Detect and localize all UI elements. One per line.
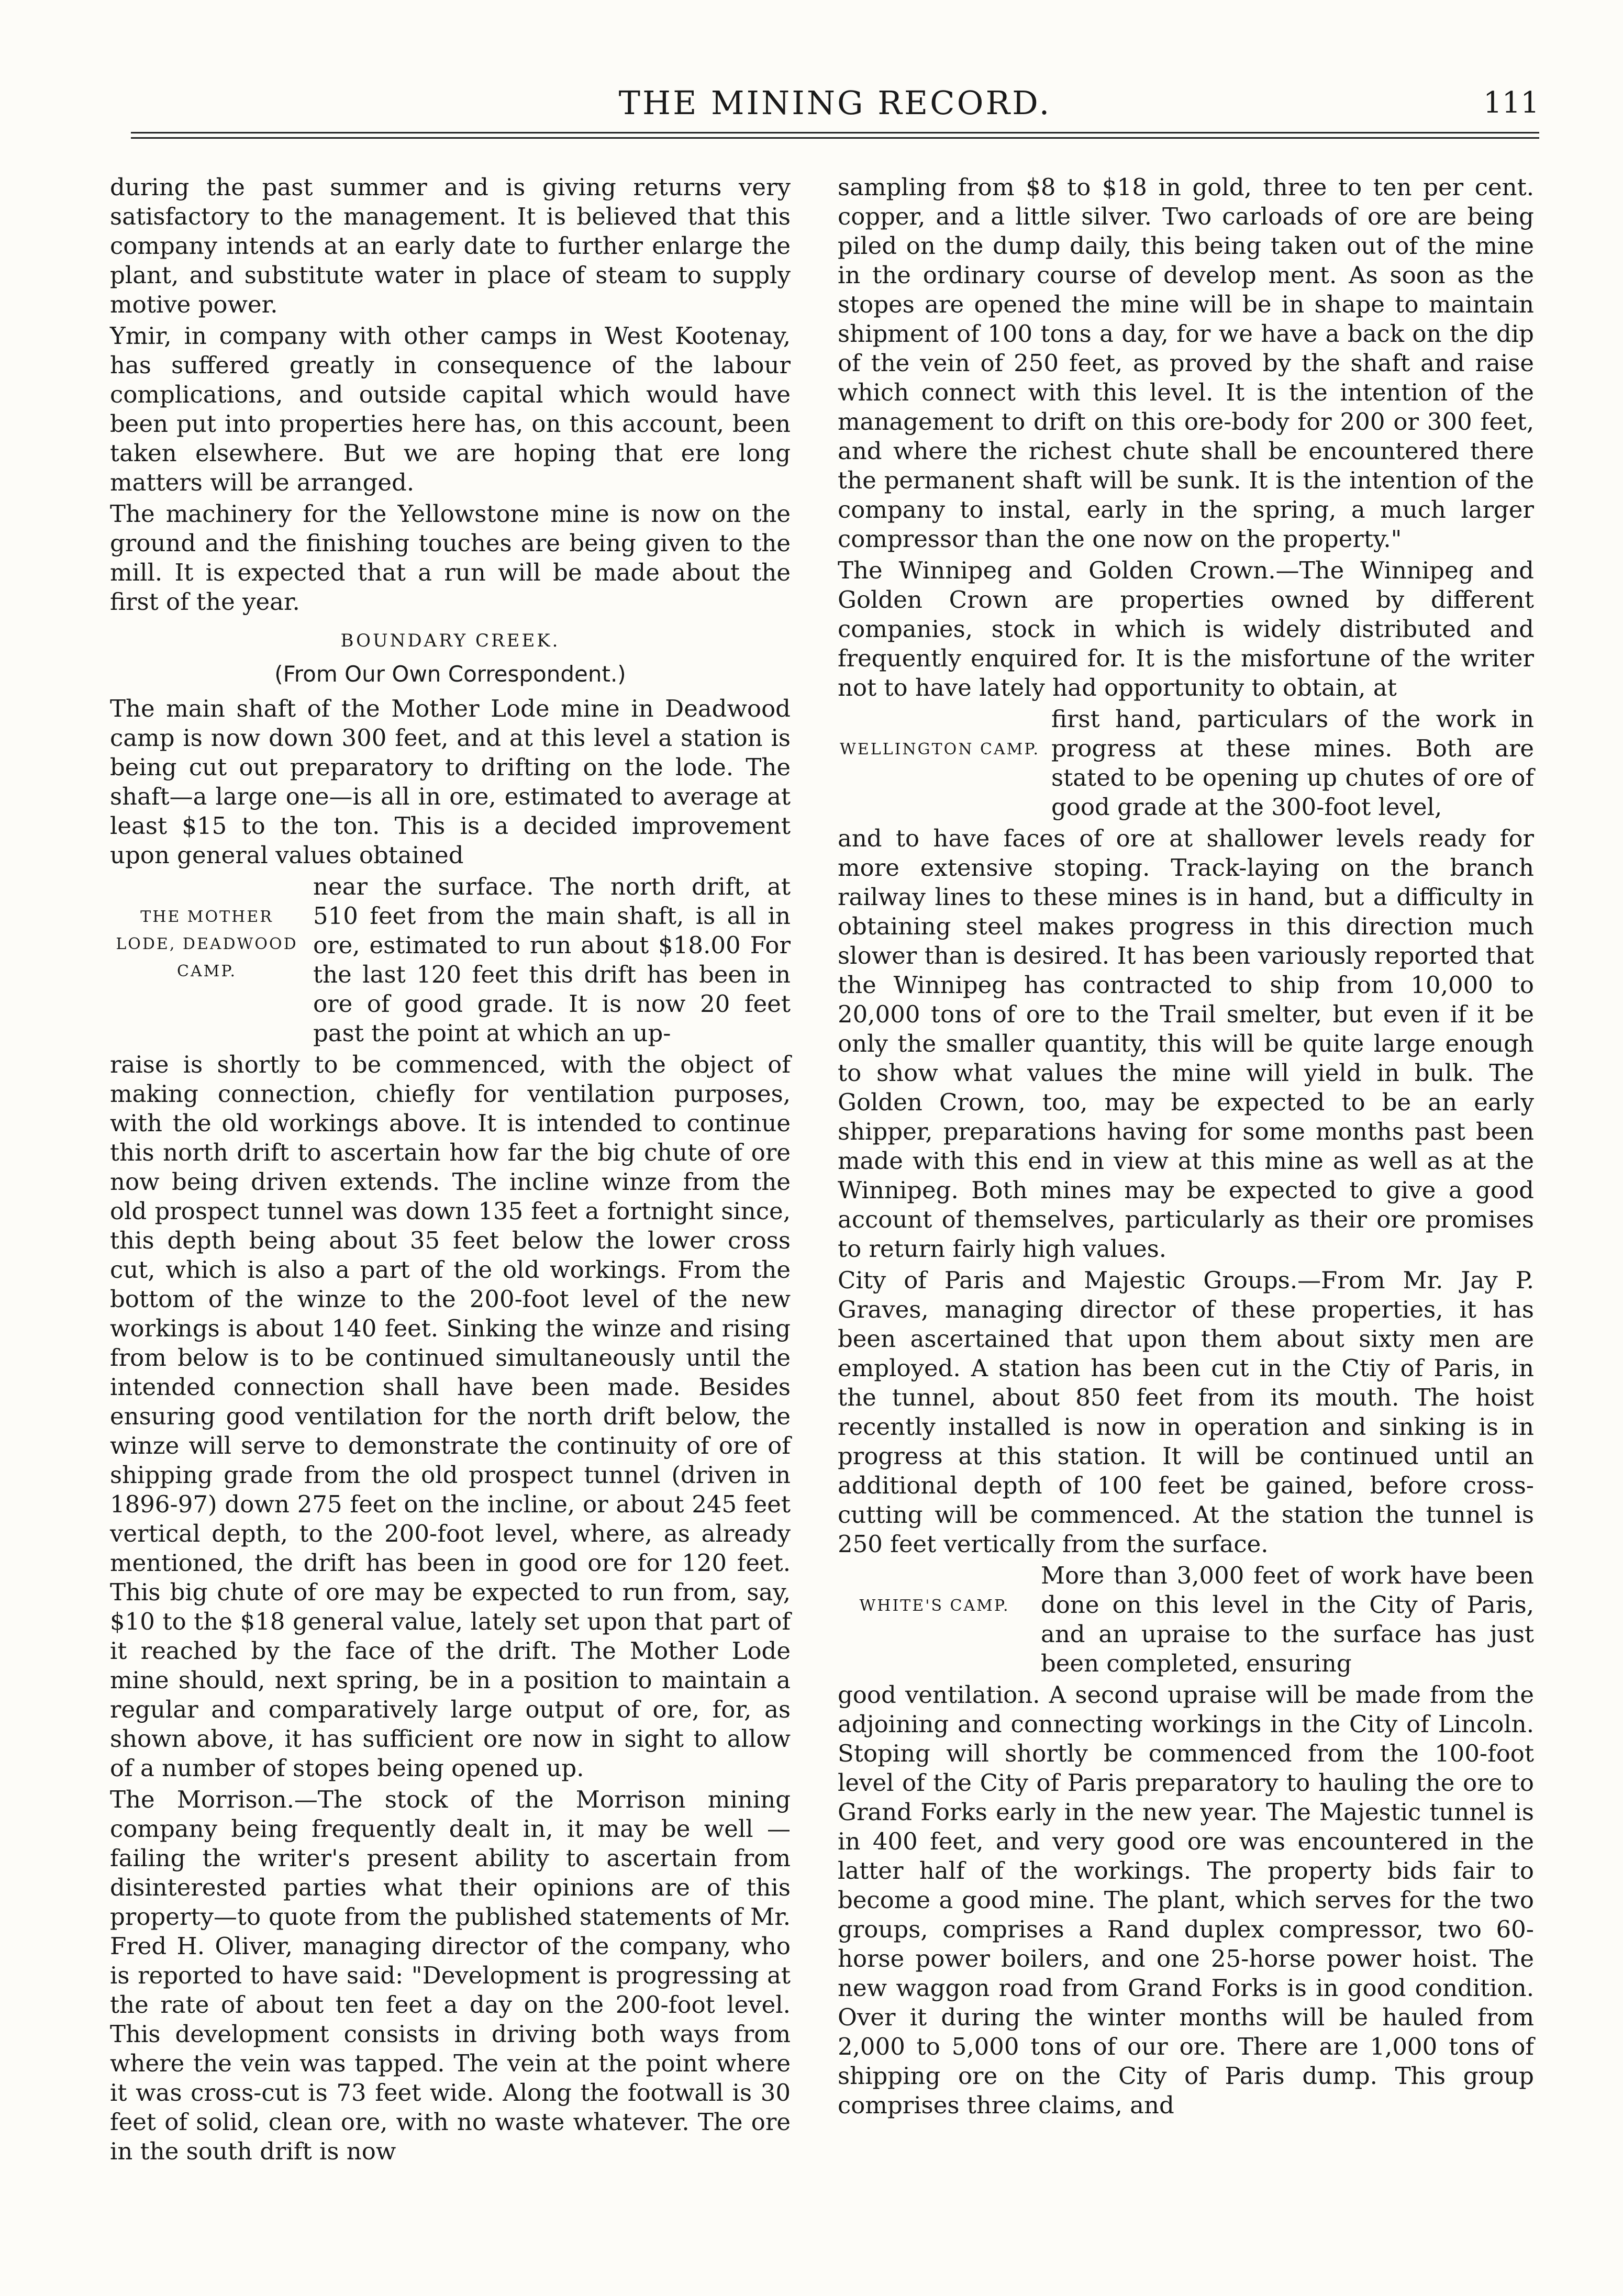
section-heading: BOUNDARY CREEK. bbox=[340, 630, 560, 651]
header-rule-bottom bbox=[131, 137, 1539, 139]
paragraph: good ventilation. A second upraise will be made from the adjoining and connecting workings in the City of Lincoln. Stoping will shortly be commenced from the 100-foot level of the City of Paris preparatory to hauling the ore to Grand Forks early in the new year. The Majestic tunnel is in 400 feet, and very good ore was encountered in the latter half of the workings. The property bids fair to become a good mine. The plant, which serves for the two groups, comprises a Rand duplex compressor, two 60-horse power boilers, and one 25-horse power hoist. The new waggon road from Grand Forks is in good condition. Over it during the winter months will be hauled from 2,000 to 5,000 tons of our ore. There are 1,000 tons of shipping ore on the City of Paris dump. This group comprises three claims, and bbox=[838, 1681, 1534, 2119]
paragraph: raise is shortly to be commenced, with the object of making connection, chiefly for ventilation purposes, with the old workings above. It is intended to continue this north drift to ascertain how far the big chute of ore now being driven extends. The incline winze from the old prospect tunnel was down 135 feet a fortnight since, this depth being about 35 feet below the lower cross cut, which is also a part of the old workings. From the bottom of the winze to the 200-foot level of the new workings is about 140 feet. Sinking the winze and rising from below is to be continued simultaneously until the intended connection shall have been made. Besides ensuring good ventilation for the north drift below, the winze will serve to demonstrate the continuity of ore of shipping grade from the old prospect tunnel (driven in 1896-97) down 275 feet on the incline, or about 245 feet vertical depth, to the 200-foot level, where, as already mentioned, the drift has been in good ore for 120 feet. This big chute of ore may be expected to run from, say, $10 to the $18 general value, lately set upon that part of it reached by the face of the drift. The Mother Lode mine should, next spring, be in a position to maintain a regular and comparatively large output of ore, for, as shown above, it has sufficient ore now in sight to allow of a number of stopes being opened up. bbox=[110, 1051, 791, 1782]
page-header bbox=[131, 79, 1539, 120]
paragraph: The Winnipeg and Golden Crown.—The Winnipeg and Golden Crown are properties owned by different companies, stock in which is widely distributed and frequently enquired for. It is the misfortune of the writer not to have lately had opportunity to obtain, at bbox=[838, 556, 1534, 701]
sidenote-block bbox=[838, 705, 1534, 824]
paragraph: More than 3,000 feet of work have been done on this level in the City of Paris, and an upraise to the surface has just been completed, ensuring bbox=[1041, 1562, 1534, 1677]
paragraph: City of Paris and Majestic Groups.—From Mr. Jay P. Graves, managing director of these properties, it has been ascertained that upon them about sixty men are employed. A station has been cut in the Ctiy of Paris, in the tunnel, about 850 feet from its mouth. The hoist recently installed is now in operation and sinking is in progress at this station. It will be continued until an additional depth of 100 feet be gained, before cross-cutting will be commenced. At the station the tunnel is 250 feet vertically from the surface. bbox=[838, 1266, 1534, 1558]
side-note: WHITE'S CAMP. bbox=[859, 1597, 1010, 1615]
paragraph: The Morrison.—The stock of the Morrison mining company being frequently dealt in, it may be well —failing the writer's present ability to ascertain from disinterested parties what their opinions are of this property—to quote from the published statements of Mr. Fred H. Oliver, managing director of the company, who is reported to have said: "Development is progressing at the rate of about ten feet a day on the 200-foot level. This development consists in driving both ways from where the vein was tapped. The vein at the point where it was cross-cut is 73 feet wide. Along the footwall is 30 feet of solid, clean ore, with no waste whatever. The ore in the south drift is now bbox=[110, 1786, 791, 2165]
paragraph: Ymir, in company with other camps in West Kootenay, has suffered greatly in consequence of the labour complications, and outside capital which would have been put into properties here has, on this account, been taken elsewhere. But we are hoping that ere long matters will be arranged. bbox=[110, 322, 791, 496]
sidenote-block bbox=[110, 872, 791, 1050]
paragraph: and to have faces of ore at shallower levels ready for more extensive stoping. Track-laying on the branch railway lines to these mines is in hand, but a difficulty in obtaining steel makes progress in this direction much slower than is desired. It has been variously reported that the Winnipeg has contracted to ship from 10,000 to 20,000 tons of ore to the Trail smelter, but even if it be only the smaller quantity, this will be quite large enough to show what values the mine will yield in bulk. The Golden Crown, too, may be expected to be an early shipper, preparations having for some months past been made with this end in view at this mine as well as at the Winnipeg. Both mines may be expected to give a good account of themselves, particularly as their ore promises to return fairly high values. bbox=[838, 824, 1534, 1263]
left-column bbox=[110, 173, 791, 2168]
paragraph: first hand, particulars of the work in progress at these mines. Both are stated to be opening up chutes of ore of good grade at the 300-foot level, bbox=[1051, 705, 1534, 821]
side-note: WELLINGTON CAMP. bbox=[839, 740, 1040, 759]
paragraph: sampling from $8 to $18 in gold, three to ten per cent. copper, and a little silver. Two carloads of ore are being piled on the dump daily, this being taken out of the mine in the ordinary course of develop ment. As soon as the stopes are opened the mine will be in shape to maintain shipment of 100 tons a day, for we have a back on the dip of the vein of 250 feet, as proved by the shaft and raise which connect with this level. It is the intention of the management to drift on this ore-body for 200 or 300 feet, and where the richest chute shall be encountered there the permanent shaft will be sunk. It is the intention of the company to instal, early in the spring, a much larger compressor than the one now on the property." bbox=[838, 173, 1534, 553]
right-column bbox=[838, 173, 1534, 2122]
running-title: THE MINING RECORD. bbox=[618, 84, 1052, 122]
paragraph: near the surface. The north drift, at 510 feet from the main shaft, is all in ore, estimated to run about $18.00 For the last 120 feet this drift has been in ore of good grade. It is now 20 feet past the point at which an up- bbox=[313, 873, 791, 1047]
paragraph: during the past summer and is giving returns very satisfactory to the management. It is believed that this company intends at an early date to further enlarge the plant, and substitute water in place of steam to supply motive power. bbox=[110, 173, 791, 318]
sidenote-block bbox=[838, 1561, 1534, 1680]
page-number: 111 bbox=[1483, 86, 1539, 120]
paragraph: The main shaft of the Mother Lode mine in Deadwood camp is now down 300 feet, and at this level a station is being cut out preparatory to drifting on the lode. The shaft—a large one—is all in ore, estimated to average at least $15 to the ton. This is a decided improvement upon general values obtained bbox=[110, 695, 791, 869]
byline: (From Our Own Correspondent.) bbox=[274, 661, 626, 687]
paragraph: The machinery for the Yellowstone mine is now on the ground and the finishing touches are being given to the mill. It is expected that a run will be made about the first of the year. bbox=[110, 500, 791, 616]
side-note: THE MOTHER LODE, DEADWOOD CAMP. bbox=[116, 908, 298, 980]
header-rule-top bbox=[131, 132, 1539, 133]
